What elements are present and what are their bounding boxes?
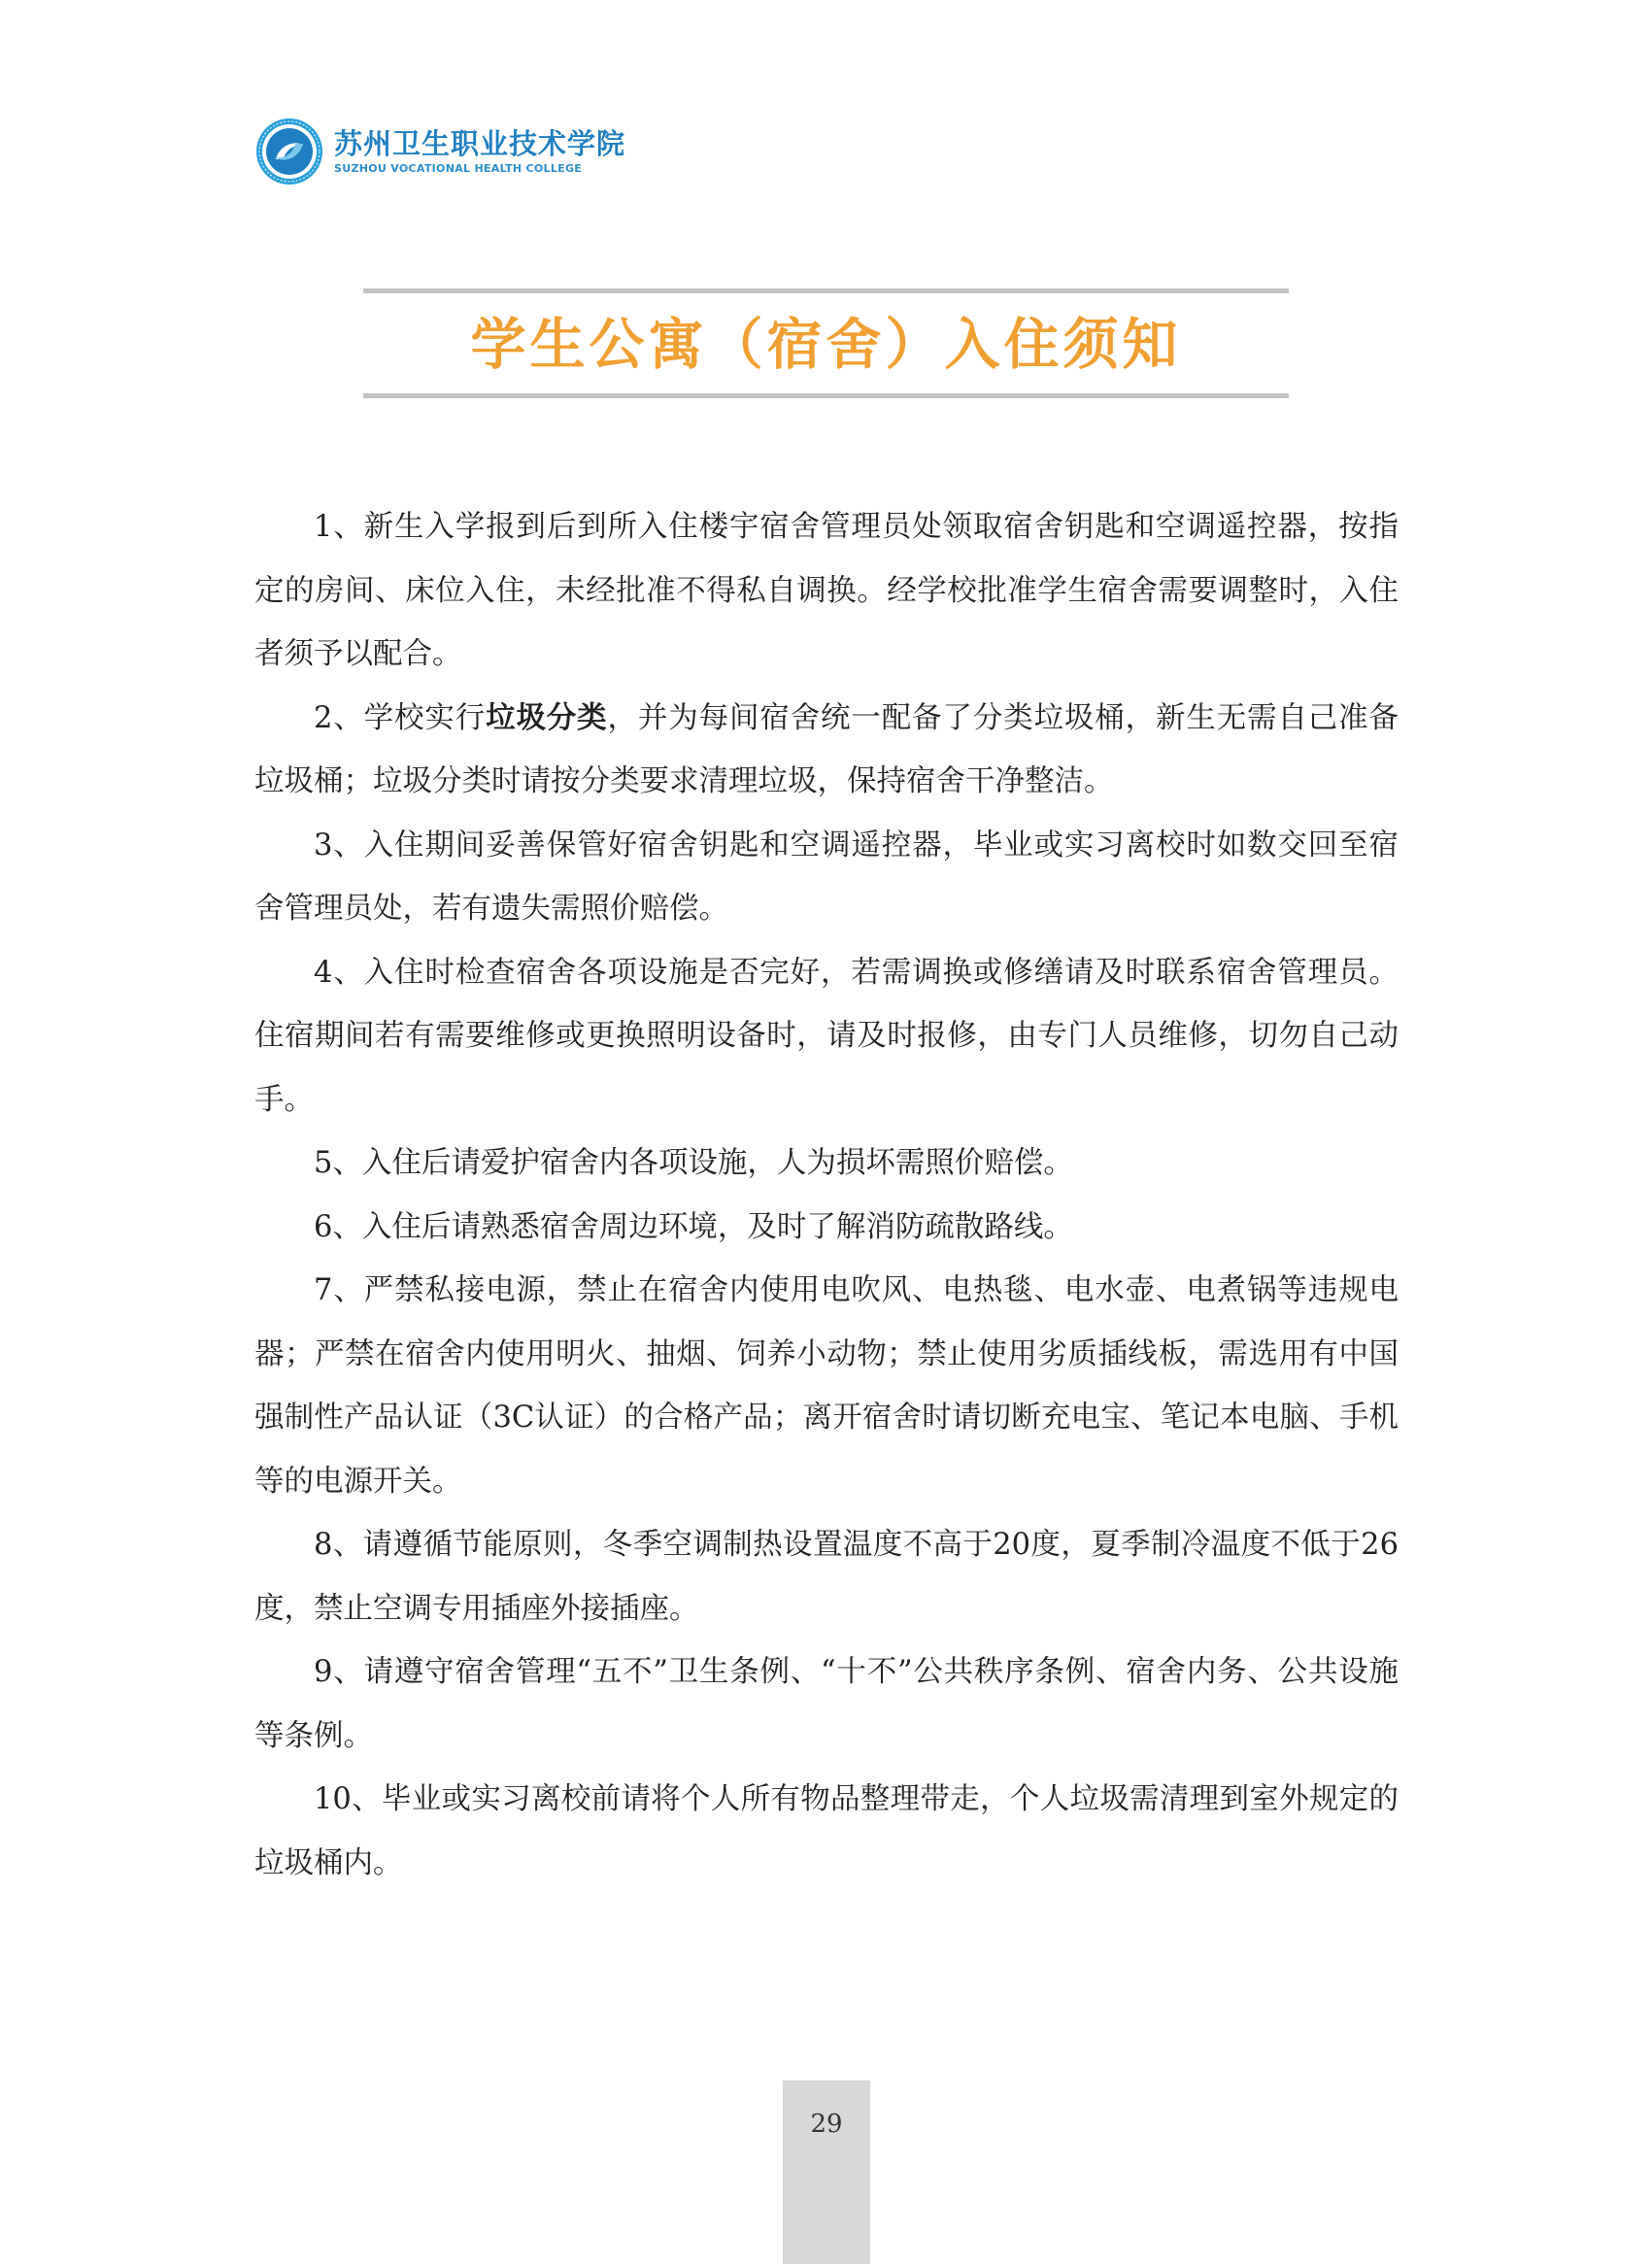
- notice-item-10: 10、毕业或实习离校前请将个人所有物品整理带走，个人垃圾需清理到室外规定的垃圾桶内。: [254, 1782, 1399, 1880]
- notice-item-5: 5、入住后请爱护宿舍内各项设施，人为损坏需照价赔偿。: [314, 1146, 1073, 1180]
- notice-item-7: 7、严禁私接电源，禁止在宿舍内使用电吹风、电热毯、电水壶、电煮锅等违规电器；严禁在宿舍内使用明火、抽烟、饲养小动物；禁止使用劣质插线板，需选用有中国强制性产品认证（3C认证）的合格产品；离开宿舍时请切断充电宝、笔记本电脑、手机等的电源开关。: [254, 1273, 1399, 1499]
- notice-item-9: 9、请遵守宿舍管理“五不”卫生条例、“十不”公共秩序条例、宿舍内务、公共设施等条例。: [254, 1655, 1399, 1753]
- page-number-tab: [783, 2080, 870, 2264]
- notice-item-6: 6、入住后请熟悉宿舍周边环境，及时了解消防疏散路线。: [314, 1209, 1073, 1244]
- page-title: 学生公寓（宿舍）入住须知: [470, 312, 1182, 377]
- garbage-sorting-emphasis: 垃圾分类: [486, 699, 608, 735]
- notice-item-3: 3、入住期间妥善保管好宿舍钥匙和空调遥控器，毕业或实习离校时如数交回至宿舍管理员处，若有遗失需照价赔偿。: [254, 828, 1399, 926]
- notice-item-4: 4、入住时检查宿舍各项设施是否完好，若需调换或修缮请及时联系宿舍管理员。住宿期间若有需要维修或更换照明设备时，请及时报修，由专门人员维修，切勿自己动手。: [254, 955, 1399, 1117]
- college-logo: [254, 115, 625, 188]
- school-name-cn: 苏州卫生职业技术学院: [334, 127, 626, 160]
- title-rule-bottom: [363, 393, 1289, 398]
- notice-item-2: 2、学校实行垃圾分类，并为每间宿舍统一配备了分类垃圾桶，新生无需自己准备垃圾桶；垃圾分类时请按分类要求清理垃圾，保持宿舍干净整洁。: [254, 699, 1399, 798]
- notice-item-8: 8、请遵循节能原则，冬季空调制热设置温度不高于20度，夏季制冷温度不低于26度，禁止空调专用插座外接插座。: [254, 1528, 1399, 1626]
- logo-text: [334, 127, 625, 176]
- title-rule-top: [363, 288, 1289, 293]
- college-emblem-icon: [254, 117, 324, 186]
- notice-body: [254, 495, 1399, 1895]
- page-number: 29: [810, 2110, 843, 2139]
- school-name-en: SUZHOU VOCATIONAL HEALTH COLLEGE: [334, 162, 583, 175]
- notice-item-1: 1、新生入学报到后到所入住楼宇宿舍管理员处领取宿舍钥匙和空调遥控器，按指定的房间、床位入住，未经批准不得私自调换。经学校批准学生宿舍需要调整时，入住者须予以配合。: [254, 510, 1399, 671]
